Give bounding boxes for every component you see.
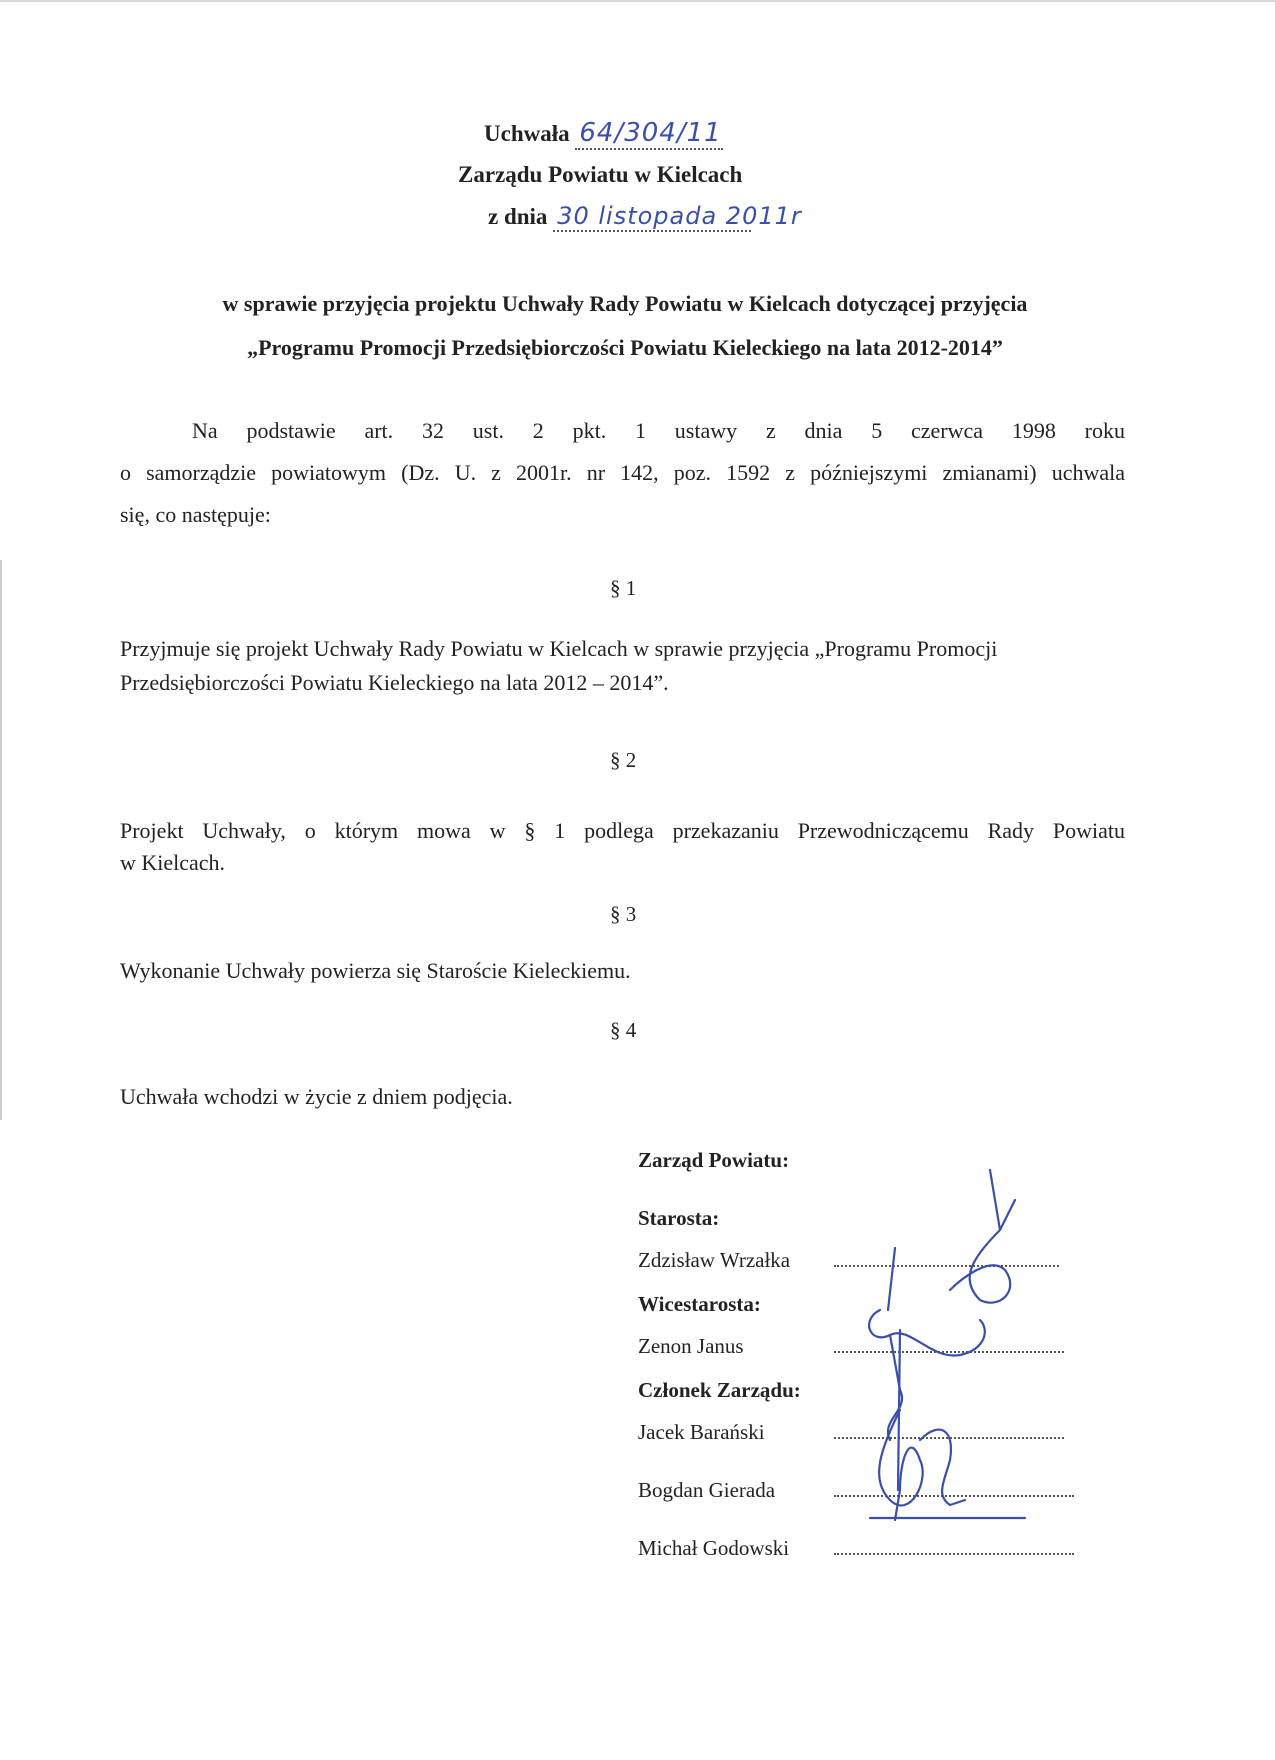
subject-line: „Programu Promocji Przedsiębiorczości Powiatu Kieleckiego na lata 2012-2014” bbox=[247, 335, 1003, 360]
signatory-name: Jacek Barański bbox=[638, 1420, 765, 1444]
section-line: Przedsiębiorczości Powiatu Kieleckiego na lata 2012 – 2014”. bbox=[120, 670, 669, 695]
section-text bbox=[120, 628, 1125, 704]
signatory-name: Zenon Janus bbox=[638, 1334, 744, 1358]
starosta-role: Starosta: bbox=[638, 1206, 720, 1230]
preamble-line: o samorządzie powiatowym (Dz. U. z 2001r. nr 142, poz. 1592 z późniejszymi zmianami) uchwala bbox=[120, 460, 1125, 485]
signature-stroke bbox=[950, 1170, 1015, 1303]
resolution-number-field bbox=[575, 118, 723, 150]
section-text bbox=[120, 1076, 1125, 1118]
signatory-name: Michał Godowski bbox=[638, 1536, 790, 1560]
section-line: w Kielcach. bbox=[120, 850, 226, 875]
signature-stroke bbox=[879, 1410, 923, 1520]
scan-edge bbox=[0, 0, 1275, 2]
section-line: Wykonanie Uchwały powierza się Staroście Kieleckiemu. bbox=[120, 958, 631, 983]
section-line: Uchwała wchodzi w życie z dniem podjęcia. bbox=[120, 1084, 513, 1109]
resolution-date-line bbox=[488, 202, 802, 232]
section-mark: § 1 bbox=[610, 576, 637, 600]
resolution-number-line bbox=[484, 118, 723, 150]
section-mark: § 4 bbox=[610, 1018, 637, 1042]
board-title: Zarząd Powiatu: bbox=[638, 1148, 790, 1172]
section-line: Przyjmuje się projekt Uchwały Rady Powiatu w Kielcach w sprawie przyjęcia „Programu Promocji bbox=[120, 636, 998, 661]
handwritten-signatures bbox=[840, 1160, 1040, 1550]
wicestarosta-role: Wicestarosta: bbox=[638, 1292, 761, 1316]
scan-edge bbox=[0, 560, 2, 1120]
section-text bbox=[120, 810, 1125, 884]
section-text bbox=[120, 950, 1125, 992]
resolution-number: 64/304/11 bbox=[579, 118, 722, 148]
preamble-line: Na podstawie art. 32 ust. 2 pkt. 1 ustawy z dnia 5 czerwca 1998 roku bbox=[192, 418, 1125, 443]
preamble bbox=[120, 410, 1125, 536]
signature-leader bbox=[834, 1553, 1074, 1555]
signatory-name: Bogdan Gierada bbox=[638, 1478, 776, 1502]
member-role: Członek Zarządu: bbox=[638, 1378, 801, 1402]
date-label: z dnia bbox=[488, 204, 548, 229]
signature-stroke bbox=[898, 1330, 900, 1490]
subject-line: w sprawie przyjęcia projektu Uchwały Rady Powiatu w Kielcach dotyczącej przyjęcia bbox=[222, 291, 1028, 316]
resolution-subject bbox=[120, 282, 1130, 370]
signatory-name: Zdzisław Wrzałka bbox=[638, 1248, 791, 1272]
signature-stroke bbox=[869, 1248, 985, 1355]
preamble-line: się, co następuje: bbox=[120, 502, 271, 527]
section-mark: § 3 bbox=[610, 902, 637, 926]
resolution-label: Uchwała bbox=[484, 121, 570, 146]
date-field bbox=[553, 202, 802, 232]
resolution-date: 30 listopada 2011r bbox=[557, 202, 802, 230]
issuing-authority: Zarządu Powiatu w Kielcach bbox=[458, 162, 743, 187]
section-line: Projekt Uchwały, o którym mowa w § 1 podlega przekazaniu Przewodniczącemu Rady Powiatu bbox=[120, 818, 1125, 843]
section-mark: § 2 bbox=[610, 748, 637, 772]
signature-stroke bbox=[920, 1430, 965, 1505]
